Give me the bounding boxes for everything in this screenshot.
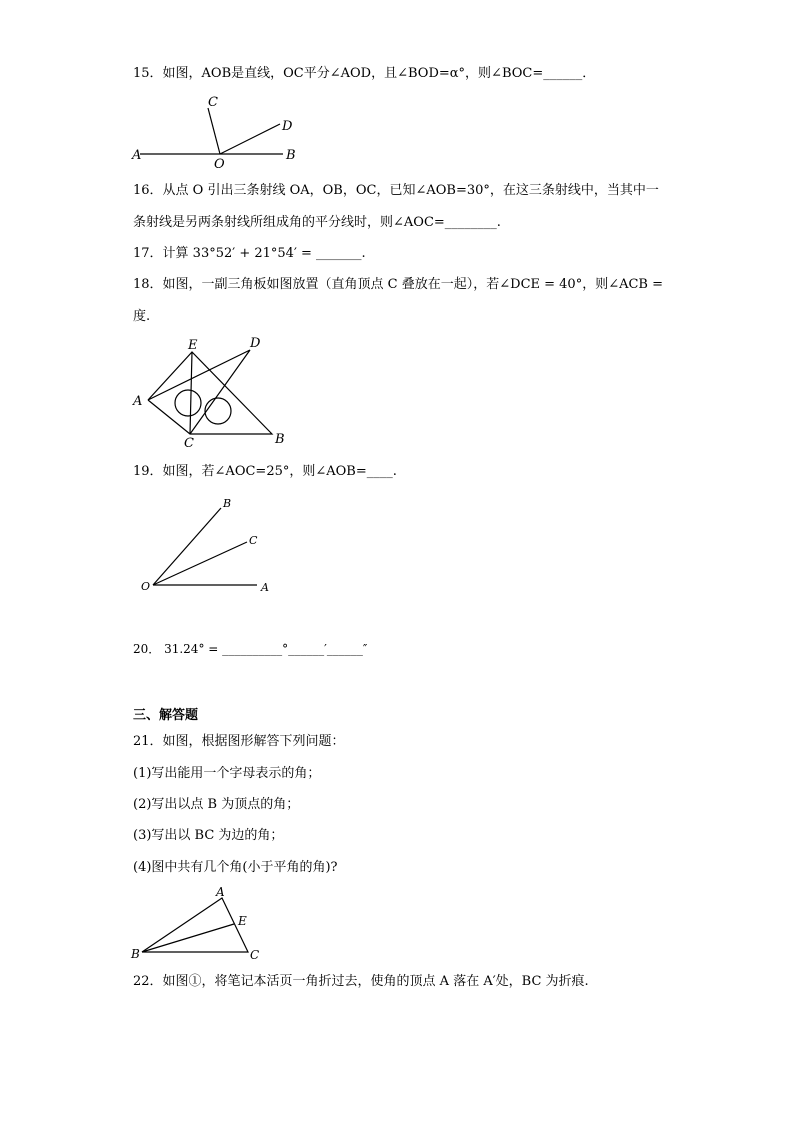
q18-label-d: D [250, 336, 261, 351]
q18-label-b: B [275, 432, 285, 447]
q19-text: 19．如图，若∠AOC=25°，则∠AOB=____. [133, 464, 397, 479]
q21-intro: 21．如图，根据图形解答下列问题： [133, 734, 345, 749]
q15-label-c: C [208, 95, 218, 110]
q21-label-c: C [250, 948, 260, 962]
q21-part2: (2)写出以点 B 为顶点的角； [133, 797, 300, 812]
q21-segment-be [142, 924, 234, 952]
section3-title: 三、解答题 [133, 708, 199, 723]
q21-figure [128, 882, 278, 964]
q20-text: 20． 31.24° = __________°______′______″ [133, 642, 368, 656]
q18-segment-ce [190, 352, 192, 434]
q15-ray-oc [208, 108, 220, 154]
q19-label-b: B [223, 497, 232, 510]
q15-label-d: D [282, 119, 293, 134]
q19-label-c: C [249, 534, 258, 547]
q16-line1: 16．从点 O 引出三条射线 OA，OB，OC，已知∠AOB=30°，在这三条射线中，当其中一 [133, 183, 659, 198]
q18-line1: 18．如图，一副三角板如图放置（直角顶点 C 叠放在一起），若∠DCE = 40°，则∠ACB = [133, 277, 664, 292]
q21-label-a: A [216, 885, 225, 899]
q21-part1: (1)写出能用一个字母表示的角； [133, 766, 321, 781]
q19-label-a: A [261, 581, 269, 594]
q18-figure [128, 330, 298, 455]
q18-label-c: C [184, 436, 194, 451]
q15-figure [130, 90, 310, 170]
q21-label-b: B [131, 947, 140, 961]
q18-label-a: A [133, 394, 143, 409]
q17-text: 17．计算 33°52′ + 21°54′ = _______. [133, 246, 366, 261]
q18-label-e: E [188, 338, 198, 353]
q15-text: 15．如图，AOB是直线，OC平分∠AOD，且∠BOD=α°，则∠BOC=______． [133, 66, 596, 81]
q19-ray-oc [153, 542, 247, 585]
q19-figure [135, 492, 285, 597]
q15-label-o: O [214, 157, 225, 170]
q18-triangle-ad-dc [148, 350, 250, 434]
q19-label-o: O [141, 580, 151, 593]
q21-part4: (4)图中共有几个角(小于平角的角)? [133, 860, 338, 875]
q22-text: 22．如图①，将笔记本活页一角折过去，使角的顶点 A 落在 A′处，BC 为折痕. [133, 974, 589, 989]
q18-circle-2 [205, 398, 231, 424]
q21-part3: (3)写出以 BC 为边的角； [133, 828, 284, 843]
q16-line2: 条射线是另两条射线所组成角的平分线时，则∠AOC=________. [133, 215, 501, 230]
q15-label-a: A [132, 148, 142, 163]
q15-ray-od [220, 124, 280, 154]
q18-line2: 度. [133, 309, 151, 324]
q15-label-b: B [286, 148, 296, 163]
q21-label-e: E [238, 914, 247, 928]
q19-ray-ob [153, 508, 221, 585]
q18-circle-1 [175, 390, 201, 416]
